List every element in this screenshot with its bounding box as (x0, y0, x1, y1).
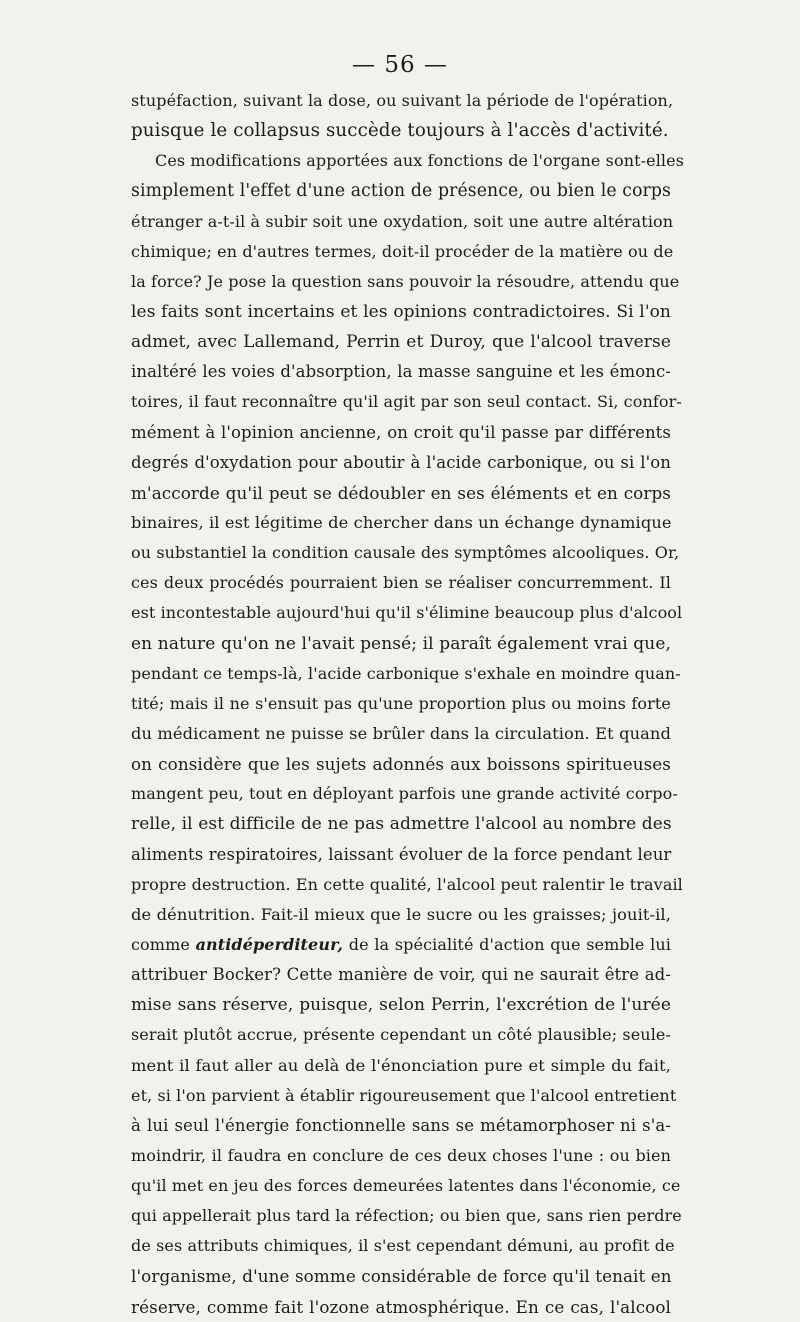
text-line: Ces modifications apportées aux fonctions de l'organe sont-elles (155, 151, 685, 171)
text-line: est incontestable aujourd'hui qu'il s'élimine beaucoup plus d'alcool (131, 603, 683, 623)
text-line: moindrir, il faudra en conclure de ces deux choses l'une : ou bien (131, 1145, 671, 1165)
text-line: ou substantiel la condition causale des symptômes alcooliques. Or, (131, 543, 680, 563)
text-line: attribuer Bocker? Cette manière de voir, qui ne saurait être ad- (131, 965, 671, 985)
text-line: les faits sont incertains et les opinions contradictoires. Si l'on (131, 301, 671, 322)
text-line: m'accorde qu'il peut se dédoubler en ses éléments et en corps (131, 482, 671, 503)
body-text (131, 86, 685, 1322)
text-line: réserve, comme fait l'ozone atmosphérique. En ce cas, l'alcool (131, 1296, 671, 1317)
text-line: du médicament ne puisse se brûler dans la circulation. Et quand (131, 723, 671, 743)
text-line: de dénutrition. Fait-il mieux que le sucre ou les graisses; jouit-il, (131, 904, 671, 924)
text-line: mise sans réserve, puisque, selon Perrin, l'excrétion de l'urée (131, 995, 671, 1016)
text-line: de ses attributs chimiques, il s'est cependant démuni, au profit de (131, 1236, 675, 1256)
text-line: mément à l'opinion ancienne, on croit qu'il passe par différents (131, 422, 671, 442)
text-line: la force? Je pose la question sans pouvoir la résoudre, attendu que (131, 271, 680, 291)
text-line: étranger a-t-il à subir soit une oxydation, soit une autre altération (131, 211, 674, 231)
text-line: en nature qu'on ne l'avait pensé; il paraît également vrai que, (131, 633, 671, 654)
text-fragment: de la spécialité d'action que semble lui (348, 934, 671, 954)
text-fragment: comme (131, 934, 190, 954)
text-line: inaltéré les voies d'absorption, la masse sanguine et les émonc- (131, 362, 671, 382)
text-line: mangent peu, tout en déployant parfois une grande activité corpo- (131, 784, 678, 804)
text-line: et, si l'on parvient à établir rigoureusement que l'alcool entretient (131, 1085, 677, 1105)
text-line: pendant ce temps-là, l'acide carbonique s'exhale en moindre quan- (131, 663, 681, 683)
text-line: binaires, il est légitime de chercher dans un échange dynamique (131, 512, 672, 532)
text-line: serait plutôt accrue, présente cependant un côté plausible; seule- (131, 1025, 671, 1045)
text-line: chimique; en d'autres termes, doit-il procéder de la matière ou de (131, 241, 674, 261)
text-line: qui appellerait plus tard la réfection; ou bien que, sans rien perdre (131, 1206, 682, 1226)
text-line: l'organisme, d'une somme considérable de force qu'il tenait en (131, 1266, 672, 1287)
text-line: ces deux procédés pourraient bien se réaliser concurremment. Il (131, 573, 671, 593)
page-number: — 56 — (352, 52, 448, 78)
text-line: ment il faut aller au delà de l'énonciation pure et simple du fait, (131, 1055, 671, 1075)
text-line: on considère que les sujets adonnés aux boissons spiritueuses (131, 754, 671, 775)
text-line: qu'il met en jeu des forces demeurées latentes dans l'économie, ce (131, 1176, 681, 1196)
text-line: relle, il est difficile de ne pas admettre l'alcool au nombre des (131, 814, 672, 835)
text-line: simplement l'effet d'une action de présence, ou bien le corps (131, 181, 671, 202)
text-line: admet, avec Lallemand, Perrin et Duroy, que l'alcool traverse (131, 332, 671, 353)
text-line: degrés d'oxydation pour aboutir à l'acide carbonique, ou si l'on (131, 452, 671, 472)
text-line: puisque le collapsus succède toujours à l'accès d'activité. (131, 120, 669, 142)
text-line: propre destruction. En cette qualité, l'alcool peut ralentir le travail (131, 874, 683, 894)
text-line: à lui seul l'énergie fonctionnelle sans se métamorphoser ni s'a- (131, 1115, 671, 1135)
text-line: toires, il faut reconnaître qu'il agit par son seul contact. Si, confor- (131, 392, 682, 412)
text-line-with-italic (131, 930, 671, 960)
text-line: aliments respiratoires, laissant évoluer de la force pendant leur (131, 844, 672, 864)
text-line: stupéfaction, suivant la dose, ou suivant la période de l'opération, (131, 91, 674, 110)
text-line: tité; mais il ne s'ensuit pas qu'une proportion plus ou moins forte (131, 693, 671, 713)
italic-term: antidéperditeur, (195, 934, 344, 954)
